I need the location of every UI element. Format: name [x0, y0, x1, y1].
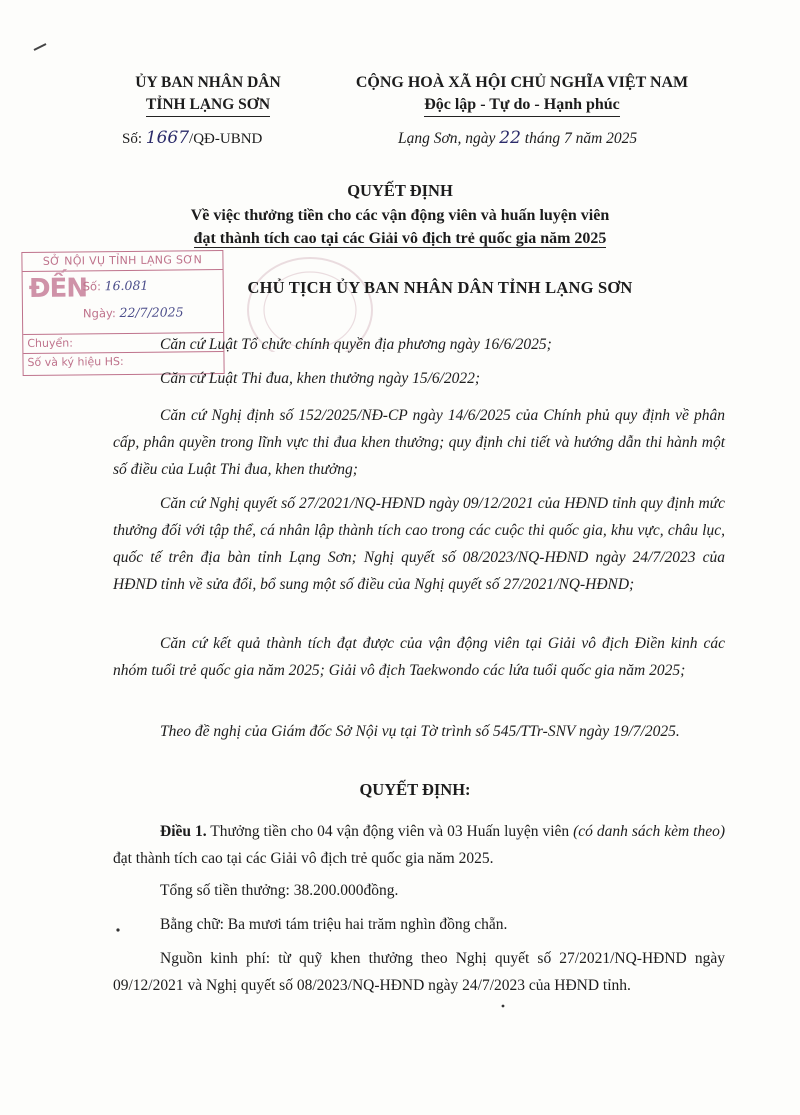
document-title: QUYẾT ĐỊNH	[347, 181, 453, 200]
issuer-line1: ỦY BAN NHÂN DÂN	[135, 74, 281, 91]
national-motto: Độc lập - Tự do - Hạnh phúc	[424, 94, 620, 117]
basis-paragraph: Căn cứ kết quả thành tích đạt được của vận động viên tại Giải vô địch Điền kinh các nhóm tuổi trẻ quốc gia năm 2025; Giải vô địch Taekwondo các lứa tuổi quốc gia năm 2025;	[113, 635, 725, 679]
place-date	[398, 128, 637, 148]
amount-in-words: Bằng chữ: Ba mươi tám triệu hai trăm nghìn đồng chẵn.	[160, 916, 508, 933]
doc-number-prefix: Số:	[122, 131, 146, 147]
place-date-prefix: Lạng Sơn, ngày	[398, 130, 500, 147]
basis-paragraph: Theo đề nghị của Giám đốc Sở Nội vụ tại Tờ trình số 545/TTr-SNV ngày 19/7/2025.	[160, 723, 680, 740]
article-1-text-a: Thưởng tiền cho 04 vận động viên và 03 Huấn luyện viên	[206, 823, 574, 840]
article-1-label: Điều 1.	[160, 823, 207, 840]
basis-paragraph: Căn cứ Nghị quyết số 27/2021/NQ-HĐND ngày 09/12/2021 của HĐND tỉnh quy định mức thưởng đối với tập thể, cá nhân lập thành tích cao trong các cuộc thi quốc gia, khu vực, châu lục, quốc tế trên địa bàn tỉnh Lạng Sơn; Nghị quyết số 08/2023/NQ-HĐND ngày 24/7/2023 của HĐND tỉnh về sửa đổi, bổ sung một số điều của Nghị quyết số 27/2021/NQ-HĐND;	[113, 495, 725, 593]
basis-paragraph: Căn cứ Luật Tổ chức chính quyền địa phương ngày 16/6/2025;	[160, 336, 552, 353]
national-header	[322, 72, 722, 117]
basis-paragraph: Căn cứ Nghị định số 152/2025/NĐ-CP ngày 14/6/2025 của Chính phủ quy định về phân cấp, phân quyền trong lĩnh vực thi đua khen thưởng; quy định chi tiết và hướng dẫn thi hành một số điều của Luật Thi đua, khen thưởng;	[113, 407, 725, 478]
subtitle-line1: Về việc thưởng tiền cho các vận động viên và huấn luyện viên	[190, 207, 610, 224]
issuer-line2: TỈNH LẠNG SƠN	[146, 94, 270, 117]
speck	[34, 44, 46, 50]
issuing-authority: CHỦ TỊCH ỦY BAN NHÂN DÂN TỈNH LẠNG SƠN	[247, 278, 633, 297]
stamp-hs: Số và ký hiệu HS:	[27, 354, 124, 370]
article-1	[113, 818, 725, 872]
article-1-italic: (có danh sách kèm theo)	[573, 823, 725, 840]
subtitle-line2: đạt thành tích cao tại các Giải vô địch trẻ quốc gia năm 2025	[193, 230, 607, 247]
issuer-header	[108, 72, 308, 117]
stamp-header: SỞ NỘI VỤ TỈNH LẠNG SƠN	[22, 251, 222, 272]
total-amount: Tổng số tiền thưởng: 38.200.000đồng.	[160, 882, 399, 899]
doc-number-suffix: /QĐ-UBND	[189, 131, 263, 147]
stamp-ngay-label: Ngày:	[82, 306, 116, 321]
stamp-so-label: Số:	[82, 279, 102, 294]
funding-source: Nguồn kinh phí: từ quỹ khen thưởng theo Nghị quyết số 27/2021/NQ-HĐND ngày 09/12/2021 và Nghị quyết số 08/2023/NQ-HĐND ngày 24/7/2023 của HĐND tỉnh.	[113, 950, 725, 994]
speck	[502, 1005, 505, 1008]
article-1-text-b: đạt thành tích cao tại các Giải vô địch trẻ quốc gia năm 2025.	[113, 850, 494, 867]
stamp-ngay-value: 22/7/2025	[119, 304, 184, 321]
stamp-chuyen: Chuyển:	[27, 336, 73, 351]
document-subtitle	[0, 204, 800, 250]
national-title: CỘNG HOÀ XÃ HỘI CHỦ NGHĨA VIỆT NAM	[355, 74, 689, 91]
place-date-day: 22	[499, 128, 521, 148]
stamp-den: ĐẾN	[28, 273, 88, 304]
document-number	[122, 128, 262, 148]
decision-heading: QUYẾT ĐỊNH:	[359, 780, 471, 799]
stamp-so-value: 16.081	[104, 277, 149, 294]
stamp-ngay-row	[83, 304, 184, 320]
doc-number-handwritten: 1667	[145, 128, 190, 148]
place-date-suffix: tháng 7 năm 2025	[520, 130, 638, 147]
stamp-so-row	[83, 278, 149, 294]
basis-paragraph: Căn cứ Luật Thi đua, khen thưởng ngày 15/6/2022;	[160, 370, 481, 387]
